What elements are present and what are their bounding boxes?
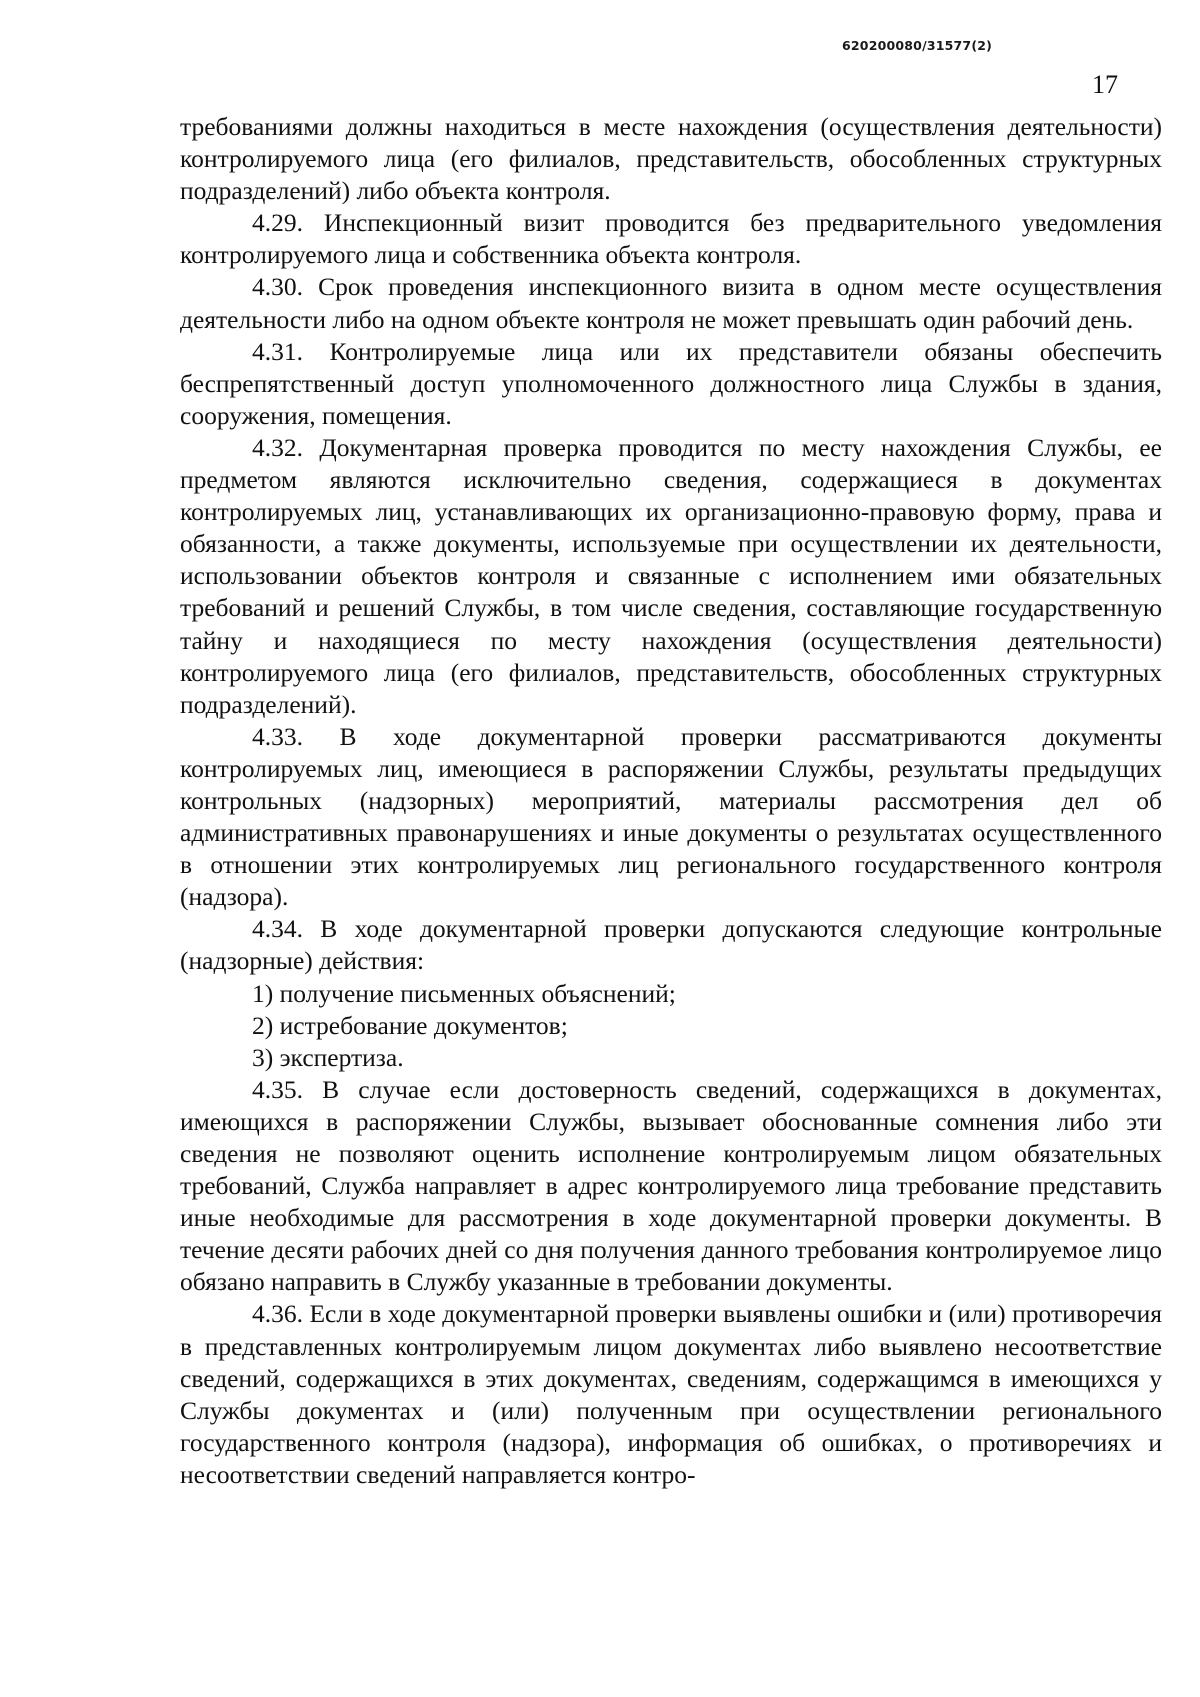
paragraph-4-34: 4.34. В ходе документарной проверки допускаются следующие контрольные (надзорные) действия: (180, 914, 1162, 976)
paragraph-4-32: 4.32. Документарная проверка проводится по месту нахождения Службы, ее предметом являются исключительно сведения, содержащиеся в документах контролируемых лиц, устанавливающих их организационно-правовую форму, права и обязанности, а также документы, используемые при осуществлении их деятельности, использовании объектов контроля и связанные с исполнением ими обязательных требований и решений Службы, в том числе сведения, составляющие государственную тайну и находящиеся по месту нахождения (осуществления деятельности) контролируемого лица (его филиалов, представительств, обособленных структурных подразделений). (180, 432, 1162, 719)
paragraph-4-30: 4.30. Срок проведения инспекционного визита в одном месте осуществления деятельности либо на одном объекте контроля не может превышать один рабочий день. (180, 272, 1162, 334)
paragraph-continuation: требованиями должны находиться в месте нахождения (осуществления деятельности) контролируемого лица (его филиалов, представительств, обособленных структурных подразделений) либо объекта контроля. (180, 112, 1162, 206)
paragraph-4-29: 4.29. Инспекционный визит проводится без предварительного уведомления контролируемого лица и собственника объекта контроля. (180, 208, 1162, 270)
paragraph-4-31: 4.31. Контролируемые лица или их представители обязаны обеспечить беспрепятственный доступ уполномоченного должностного лица Службы в здания, сооружения, помещения. (180, 336, 1162, 430)
paragraph-4-36: 4.36. Если в ходе документарной проверки выявлены ошибки и (или) противоречия в представленных контролируемым лицом документах либо выявлено несоответствие сведений, содержащихся в этих документах, сведениям, содержащимся в имеющихся у Службы документах и (или) полученным при осуществлении регионального государственного контроля (надзора), информация об ошибках, о противоречиях и несоответствии сведений направляется контро- (180, 1299, 1162, 1489)
list-item-3: 3) экспертиза. (252, 1042, 404, 1072)
page-number: 17 (1092, 70, 1118, 99)
paragraph-4-35: 4.35. В случае если достоверность сведений, содержащихся в документах, имеющихся в распоряжении Службы, вызывает обоснованные сомнения либо эти сведения не позволяют оценить исполнение контролируемым лицом обязательных требований, Служба направляет в адрес контролируемого лица требование представить иные необходимые для рассмотрения в ходе документарной проверки документы. В течение десяти рабочих дней со дня получения данного требования контролируемое лицо обязано направить в Службу указанные в требовании документы. (180, 1074, 1162, 1297)
paragraph-4-33: 4.33. В ходе документарной проверки рассматриваются документы контролируемых лиц, имеющиеся в распоряжении Службы, результаты предыдущих контрольных (надзорных) мероприятий, материалы рассмотрения дел об административных правонарушениях и иные документы о результатах осуществленного в отношении этих контролируемых лиц регионального государственного контроля (надзора). (180, 721, 1162, 912)
document-id: 620200080/31577(2) (842, 38, 993, 53)
document-body (180, 111, 1162, 1491)
list-item-2: 2) истребование документов; (252, 1010, 568, 1040)
list-item-1: 1) получение письменных объяснений; (252, 978, 676, 1008)
